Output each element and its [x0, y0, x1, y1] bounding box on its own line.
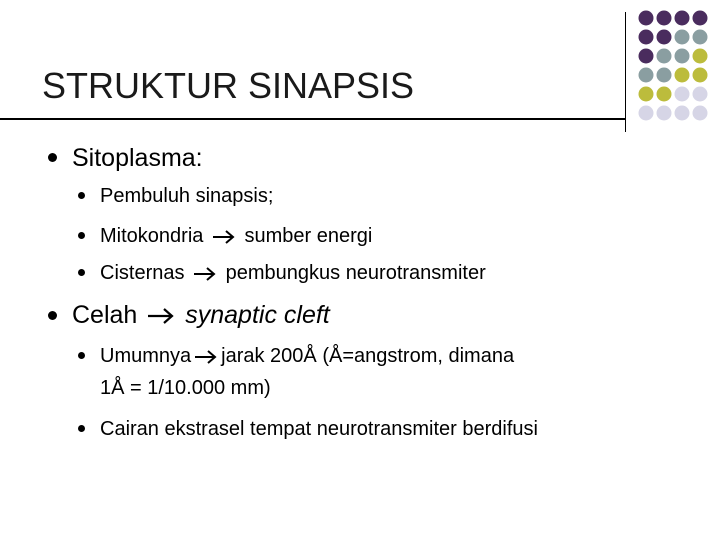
decorative-dot — [693, 11, 708, 26]
decorative-dot — [693, 87, 708, 102]
sub-bullet-dot — [78, 352, 85, 359]
decorative-dot — [675, 30, 690, 45]
decorative-dot — [657, 11, 672, 26]
decorative-dot — [675, 68, 690, 83]
decorative-dot — [693, 106, 708, 121]
bullet-celah-post: synaptic cleft — [185, 301, 330, 329]
bullet-sitoplasma: Sitoplasma: — [72, 144, 203, 172]
decorative-dot — [675, 11, 690, 26]
sub-bullet-dot — [78, 425, 85, 432]
arrow-right-icon — [147, 307, 175, 325]
sub-bullet-dot — [78, 192, 85, 199]
decorative-dot — [639, 49, 654, 64]
sub-bullet-cisternas-post: pembungkus neurotransmiter — [225, 262, 486, 284]
decorative-dot — [657, 68, 672, 83]
decorative-dot — [675, 106, 690, 121]
sub-bullet-mitokondria — [100, 223, 372, 249]
decorative-dot — [693, 68, 708, 83]
bullet-dot — [48, 311, 57, 320]
sub-bullet-cisternas-pre: Cisternas — [100, 262, 185, 284]
sub-bullet-pembuluh: Pembuluh sinapsis; — [100, 185, 274, 207]
decorative-dot — [693, 30, 708, 45]
slide-title: STRUKTUR SINAPSIS — [42, 65, 415, 106]
decorative-dot — [675, 87, 690, 102]
sub-bullet-umumnya-post: jarak 200Å (Å=angstrom, dimana — [221, 345, 515, 367]
decorative-dot — [639, 68, 654, 83]
sub-bullet-cisternas — [100, 260, 486, 286]
arrow-right-icon — [194, 349, 218, 365]
title-underline — [0, 118, 625, 120]
sub-bullet-dot — [78, 269, 85, 276]
decorative-dot — [639, 87, 654, 102]
decorative-dot — [675, 49, 690, 64]
decorative-dot — [657, 87, 672, 102]
sub-bullet-umumnya-cont: 1Å = 1/10.000 mm) — [100, 377, 271, 399]
decorative-dot — [639, 30, 654, 45]
sub-bullet-cairan: Cairan ekstrasel tempat neurotransmiter berdifusi — [100, 418, 538, 440]
decorative-dot — [639, 11, 654, 26]
sub-bullet-dot — [78, 232, 85, 239]
sub-bullet-mitokondria-post: sumber energi — [244, 225, 373, 247]
sub-bullet-umumnya — [100, 343, 514, 369]
vertical-divider — [625, 12, 626, 132]
sub-bullet-mitokondria-pre: Mitokondria — [100, 225, 204, 247]
decorative-dot — [639, 106, 654, 121]
sub-bullet-umumnya-pre: Umumnya — [100, 345, 192, 367]
bullet-celah — [72, 300, 330, 330]
bullet-celah-pre: Celah — [72, 301, 138, 329]
bullet-dot — [48, 153, 57, 162]
arrow-right-icon — [193, 266, 217, 282]
decorative-dot — [657, 106, 672, 121]
arrow-right-icon — [212, 229, 236, 245]
decorative-dot — [693, 49, 708, 64]
decorative-dot — [657, 49, 672, 64]
decorative-dot — [657, 30, 672, 45]
